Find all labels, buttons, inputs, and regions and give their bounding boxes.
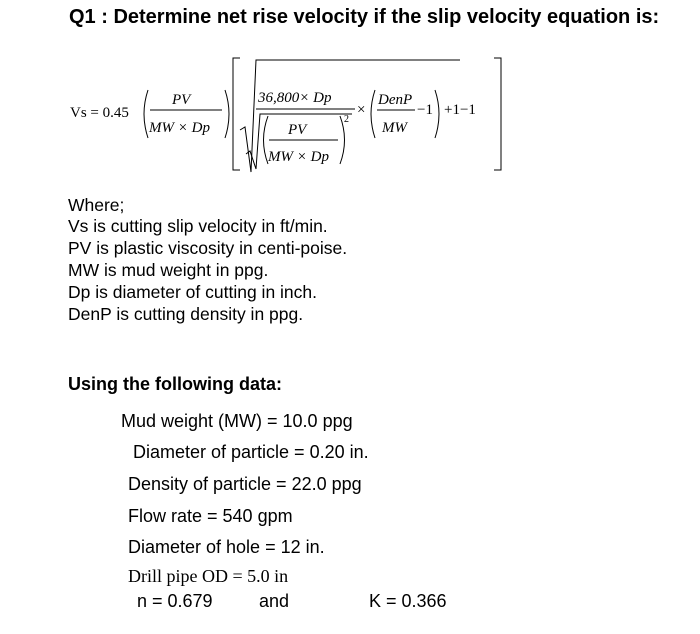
definition-line: Vs is cutting slip velocity in ft/min.	[68, 216, 328, 236]
frac3-numerator: PV	[288, 122, 307, 138]
n-value: n = 0.679	[137, 591, 213, 611]
paren-left-4	[371, 90, 375, 138]
frac4-numerator: DenP	[378, 92, 413, 108]
bracket-right	[494, 58, 501, 170]
and-label: and	[259, 591, 290, 611]
data-heading: Using the following data:	[68, 374, 282, 394]
data-item-mud-weight: Mud weight (MW) = 10.0 ppg	[121, 411, 353, 431]
formula-exponent: 2	[344, 114, 349, 125]
definition-line: MW is mud weight in ppg.	[68, 260, 269, 280]
k-value: K = 0.366	[369, 591, 447, 611]
data-item-particle-density: Density of particle = 22.0 ppg	[128, 474, 362, 494]
paren-right-1	[225, 90, 229, 138]
paren-right-4	[435, 90, 439, 138]
formula-tail: +1−1	[444, 102, 476, 118]
data-item-flow-rate: Flow rate = 540 gpm	[128, 506, 293, 526]
paren-left-1	[144, 90, 148, 138]
bracket-left	[233, 58, 240, 170]
frac1-denominator: MW × Dp	[149, 120, 210, 136]
frac2-numerator: 36,800× Dp	[258, 90, 332, 106]
formula-lhs: Vs = 0.45	[70, 105, 129, 121]
data-item-particle-diameter: Diameter of particle = 0.20 in.	[133, 442, 369, 462]
definition-line: PV is plastic viscosity in centi-poise.	[68, 238, 348, 258]
data-item-drill-pipe-od: Drill pipe OD = 5.0 in	[128, 566, 289, 586]
question-title: Q1 : Determine net rise velocity if the slip velocity equation is:	[69, 6, 660, 28]
definition-line: Dp is diameter of cutting in inch.	[68, 282, 318, 302]
slip-velocity-formula	[70, 52, 520, 177]
formula-minus-one: −1	[417, 102, 433, 118]
frac4-denominator: MW	[382, 120, 407, 136]
data-item-hole-diameter: Diameter of hole = 12 in.	[128, 537, 325, 557]
definition-line: DenP is cutting density in ppg.	[68, 304, 304, 324]
where-label: Where;	[68, 195, 125, 215]
formula-times: ×	[357, 102, 366, 118]
frac3-denominator: MW × Dp	[268, 149, 329, 165]
frac1-numerator: PV	[172, 92, 191, 108]
